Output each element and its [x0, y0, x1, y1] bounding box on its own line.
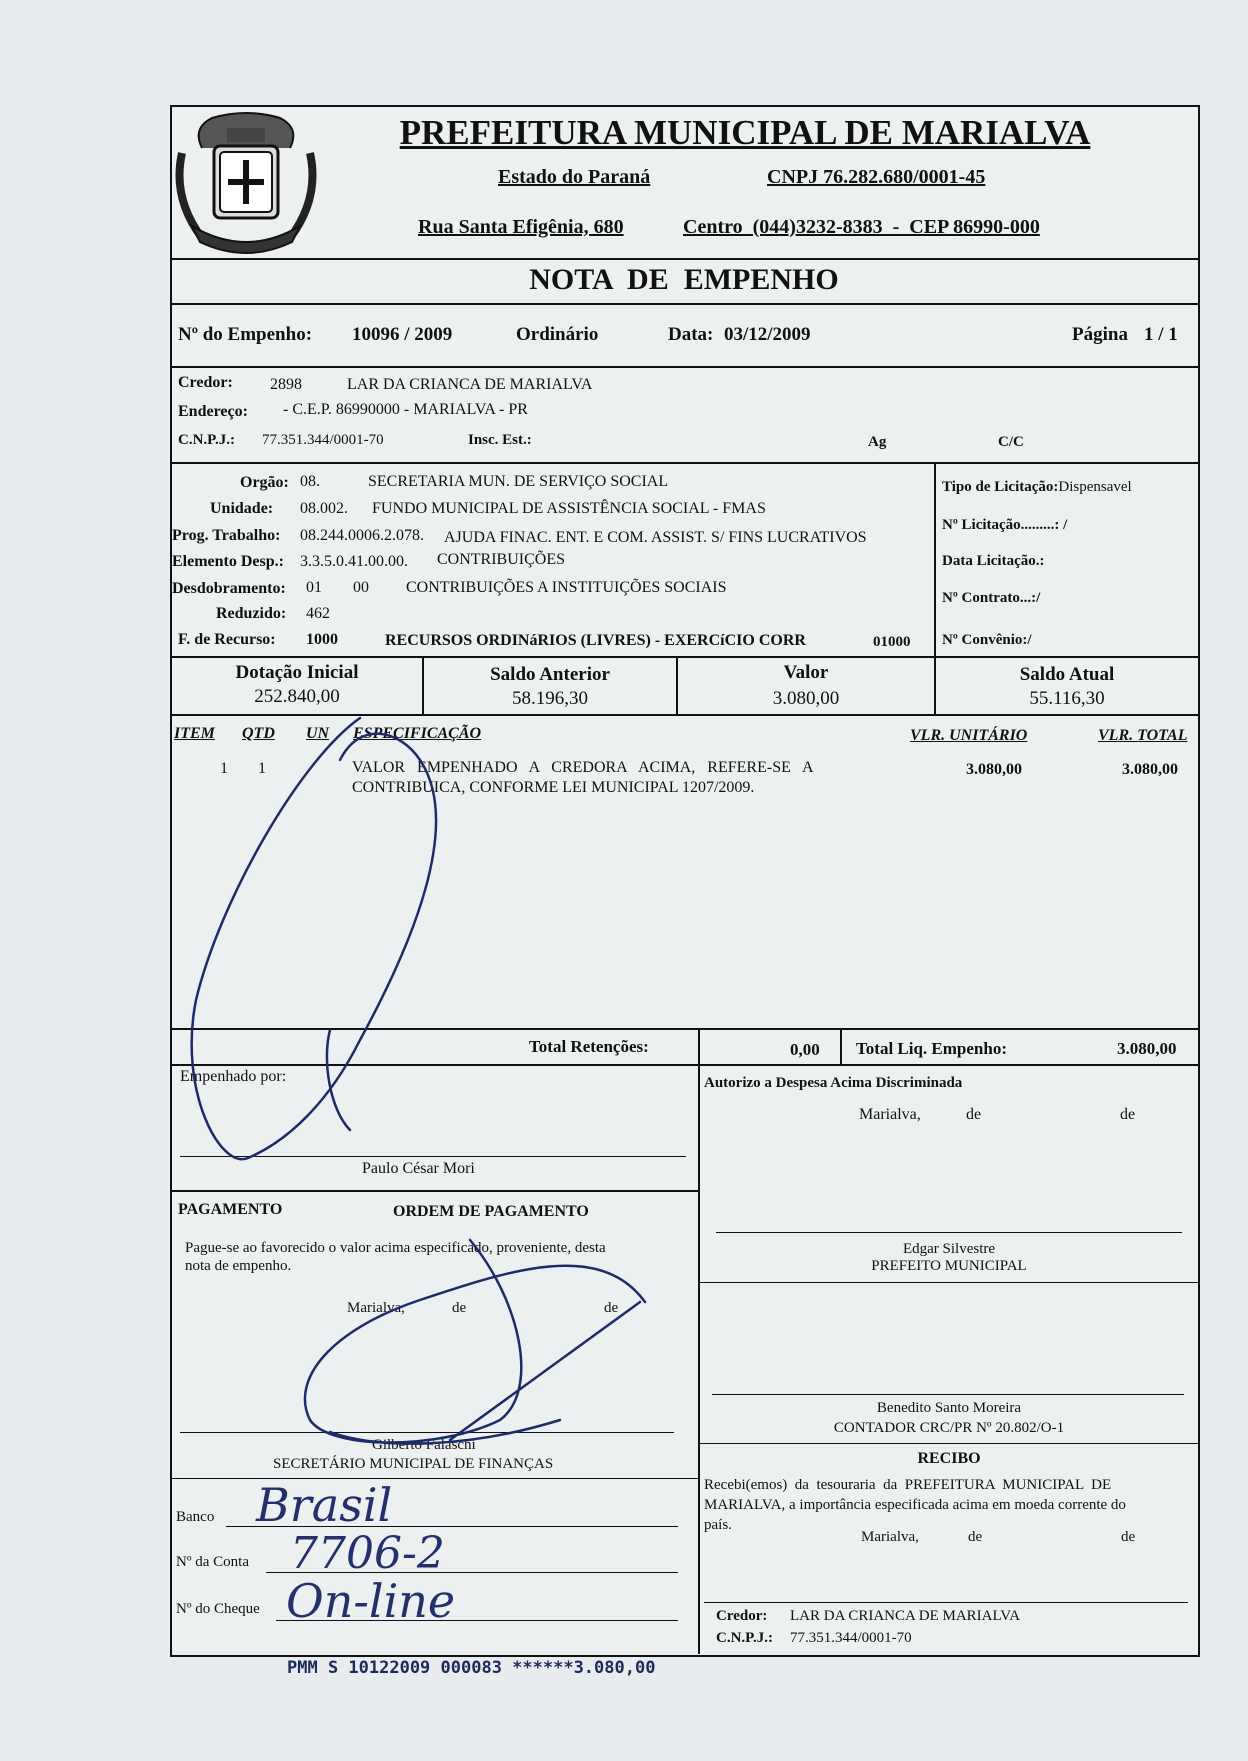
recurso-code: 1000	[306, 631, 338, 648]
unidade-code: 08.002.	[300, 500, 348, 517]
licitacao-type-label: Tipo de Licitação:Dispensavel	[942, 479, 1132, 495]
insc-label: Insc. Est.:	[468, 432, 532, 448]
contador-role: CONTADOR CRC/PR Nº 20.802/O-1	[833, 1420, 1065, 1436]
reduzido-value: 462	[306, 605, 330, 622]
col-total-value: VLR. TOTAL	[1098, 727, 1188, 744]
recibo-credor-value: LAR DA CRIANCA DE MARIALVA	[790, 1608, 1021, 1624]
endereco-label: Endereço:	[178, 403, 248, 420]
recurso-label: F. de Recurso:	[178, 631, 276, 648]
conta-handwritten: 7706-2	[290, 1528, 445, 1579]
recurso-code2: 01000	[873, 634, 911, 650]
recibo-label: RECIBO	[917, 1450, 981, 1467]
empenhado-name: Paulo César Mori	[362, 1160, 475, 1177]
cc-label: C/C	[998, 434, 1024, 450]
retencoes-value: 0,00	[790, 1040, 820, 1059]
page-label: Página	[1072, 324, 1128, 345]
endereco-value: - C.E.P. 86990000 - MARIALVA - PR	[283, 401, 528, 418]
licitacao-number: Nº Licitação.........: /	[942, 517, 1068, 533]
contador-signer: Benedito Santo Moreira	[876, 1400, 1022, 1416]
desd-label: Desdobramento:	[172, 580, 286, 597]
item-unit-value: 3.080,00	[966, 761, 1022, 778]
liquido-value: 3.080,00	[1117, 1039, 1177, 1058]
item-number: 1	[220, 760, 228, 777]
pagamento-city: Marialva,	[347, 1300, 405, 1316]
empenho-value: 10096 / 2009	[352, 324, 453, 345]
pagamento-de1: de	[452, 1300, 467, 1316]
pagamento-signer: Gilberto Falaschi	[372, 1437, 476, 1453]
contract-number: Nº Contrato...:/	[942, 590, 1041, 606]
autorizo-de1: de	[966, 1106, 982, 1123]
recurso-desc: RECURSOS ORDINáRIOS (LIVRES) - EXERCíCIO CORR	[385, 632, 806, 649]
licitacao-date: Data Licitação.:	[942, 553, 1045, 569]
col-qtd: QTD	[242, 725, 275, 742]
page-value: 1 / 1	[1144, 324, 1178, 345]
coat-of-arms-logo	[172, 108, 320, 258]
prog-label: Prog. Trabalho:	[172, 527, 281, 544]
credor-code: 2898	[270, 376, 302, 393]
recibo-text1: Recebi(emos) da tesouraria da PREFEITURA MUNICIPAL DE	[704, 1477, 1112, 1493]
col-especificacao: ESPECIFICAÇÃO	[353, 725, 482, 742]
desd-desc: CONTRIBUIÇÕES A INSTITUIÇÕES SOCIAIS	[406, 579, 727, 596]
anterior-value: 58.196,30	[512, 688, 588, 709]
desd-code2: 00	[353, 579, 369, 596]
recibo-city: Marialva,	[861, 1529, 919, 1545]
anterior-label: Saldo Anterior	[490, 664, 610, 685]
header-title: PREFEITURA MUNICIPAL DE MARIALVA	[399, 113, 1091, 152]
elem-desc: CONTRIBUIÇÕES	[437, 551, 566, 568]
banco-label: Banco	[176, 1509, 215, 1525]
recibo-credor-label: Credor:	[716, 1608, 768, 1624]
retencoes-label: Total Retenções:	[529, 1037, 649, 1056]
unidade-label: Unidade:	[210, 500, 274, 517]
elem-label: Elemento Desp.:	[172, 553, 284, 570]
header-contact: Centro (044)3232-8383 - CEP 86990-000	[683, 216, 1040, 238]
autorizo-city: Marialva,	[859, 1106, 921, 1123]
elem-code: 3.3.5.0.41.00.00.	[300, 553, 408, 570]
cheque-label: Nº do Cheque	[176, 1601, 260, 1617]
ordem-pagamento-label: ORDEM DE PAGAMENTO	[393, 1203, 589, 1220]
valor-value: 3.080,00	[772, 688, 840, 709]
col-un: UN	[306, 725, 330, 742]
unidade-desc: FUNDO MUNICIPAL DE ASSISTÊNCIA SOCIAL - FMAS	[372, 500, 766, 517]
cnpj-label: C.N.P.J.:	[178, 432, 235, 448]
atual-label: Saldo Atual	[1019, 664, 1115, 685]
reduzido-label: Reduzido:	[216, 605, 287, 622]
convenio-number: Nº Convênio:/	[942, 632, 1032, 648]
dotacao-label: Dotação Inicial	[235, 662, 359, 683]
header-state: Estado do Paraná	[498, 166, 651, 188]
autorizo-de2: de	[1120, 1106, 1136, 1123]
recibo-de1: de	[968, 1529, 983, 1545]
ag-label: Ag	[868, 434, 887, 450]
credor-label: Credor:	[178, 374, 233, 391]
empenhado-label: Empenhado por:	[180, 1068, 287, 1085]
col-unit-value: VLR. UNITÁRIO	[910, 727, 1028, 744]
autorizo-label: Autorizo a Despesa Acima Discriminada	[704, 1075, 963, 1091]
doc-title: NOTA DE EMPENHO	[529, 263, 839, 296]
date-value: 03/12/2009	[724, 324, 811, 345]
recibo-cnpj-value: 77.351.344/0001-70	[790, 1630, 912, 1646]
pagamento-text2: nota de empenho.	[185, 1258, 292, 1274]
item-spec-line1: VALOR EMPENHADO A CREDORA ACIMA, REFERE-SE A	[352, 759, 814, 776]
pagamento-label: PAGAMENTO	[178, 1201, 283, 1218]
item-qtd: 1	[258, 760, 266, 777]
orgao-label: Orgão:	[240, 474, 289, 491]
item-spec-line2: CONTRIBUICA, CONFORME LEI MUNICIPAL 1207/2009.	[352, 779, 755, 796]
desd-code1: 01	[306, 579, 322, 596]
prog-code: 08.244.0006.2.078.	[300, 527, 424, 544]
credor-name: LAR DA CRIANCA DE MARIALVA	[347, 376, 593, 393]
valor-label: Valor	[783, 662, 829, 683]
banco-handwritten: Brasil	[256, 1478, 393, 1532]
recibo-cnpj-label: C.N.P.J.:	[716, 1630, 773, 1646]
item-total-value: 3.080,00	[1122, 761, 1178, 778]
autorizo-role: PREFEITO MUNICIPAL	[871, 1258, 1027, 1274]
pagamento-de2: de	[604, 1300, 619, 1316]
empenho-type: Ordinário	[516, 324, 599, 345]
orgao-desc: SECRETARIA MUN. DE SERVIÇO SOCIAL	[368, 473, 669, 490]
payment-stamp: PMM S 10122009 000083 ******3.080,00	[287, 1658, 656, 1678]
date-label: Data:	[668, 324, 714, 345]
orgao-code: 08.	[300, 473, 320, 490]
recibo-text3: país.	[704, 1517, 732, 1533]
liquido-label: Total Liq. Empenho:	[856, 1039, 1007, 1058]
cnpj-value: 77.351.344/0001-70	[262, 432, 384, 448]
pagamento-role: SECRETÁRIO MUNICIPAL DE FINANÇAS	[273, 1456, 554, 1472]
atual-value: 55.116,30	[1029, 688, 1105, 709]
autorizo-signer: Edgar Silvestre	[902, 1241, 996, 1257]
prog-desc: AJUDA FINAC. ENT. E COM. ASSIST. S/ FINS LUCRATIVOS	[444, 529, 867, 546]
empenho-label: Nº do Empenho:	[178, 324, 313, 345]
header-address: Rua Santa Efigênia, 680	[418, 216, 624, 238]
header-cnpj: CNPJ 76.282.680/0001-45	[767, 166, 986, 188]
cheque-handwritten: On-line	[286, 1574, 456, 1628]
col-item: ITEM	[174, 725, 215, 742]
recibo-de2: de	[1121, 1529, 1136, 1545]
pagamento-text1: Pague-se ao favorecido o valor acima especificado, proveniente, desta	[185, 1240, 606, 1256]
dotacao-value: 252.840,00	[254, 686, 340, 707]
conta-label: Nº da Conta	[176, 1554, 249, 1570]
recibo-text2: MARIALVA, a importância especificada acima em moeda corrente do	[704, 1497, 1126, 1513]
